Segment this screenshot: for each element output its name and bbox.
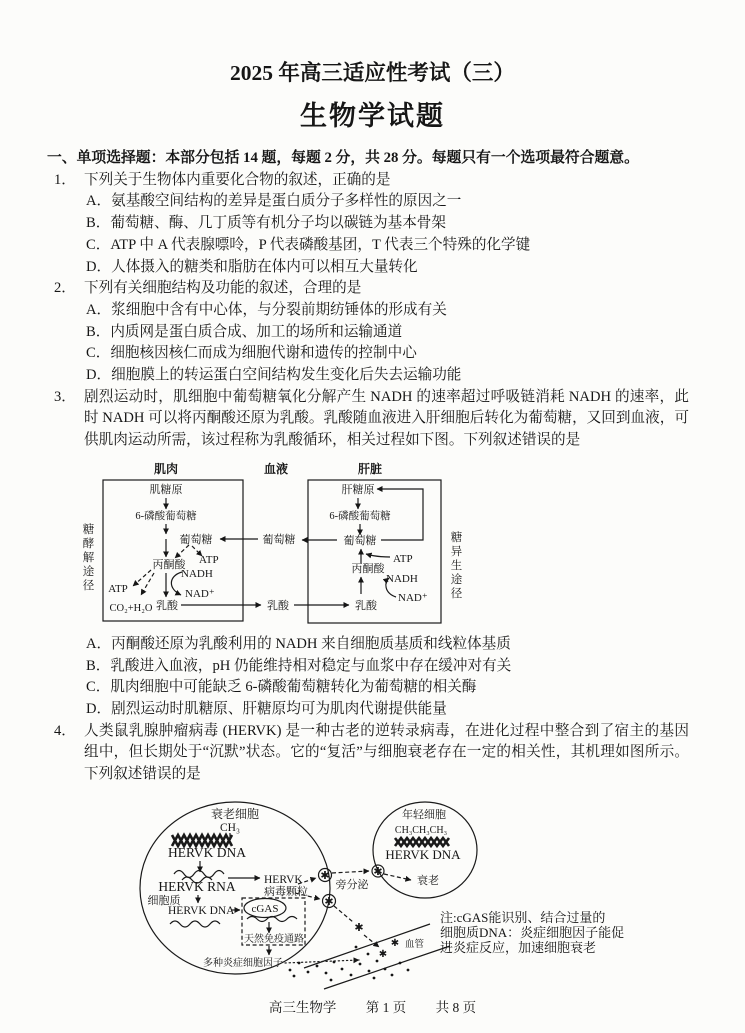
paper-title: 生物学试题	[300, 101, 445, 131]
virus-particle-icon: ✱	[324, 895, 334, 908]
section-heading: 一、单项选择题：本部分包括 14 题，每题 2 分，共 28 分。每题只有一个选项最符合题意。	[47, 150, 639, 166]
option-b: B．乳酸进入血液，pH 仍能维持相对稳定与血浆中存在缓冲对有关	[86, 657, 512, 674]
virus-particle-icon: ✱	[320, 869, 330, 882]
question-stem-text: 人类鼠乳腺肿瘤病毒 (HERVK) 是一种古老的逆转录病毒，在进化过程中整合到了宿主的基因组中，但长期处于“沉默”状态。它的“复活”与细胞衰老存在一定的相关性，其机理如图所示。下列叙述错误的是	[84, 722, 689, 783]
question-number: 4．	[54, 722, 76, 739]
virus-particle-icon: ✱	[354, 921, 364, 934]
muscle-glucose-label: 葡萄糖	[179, 533, 213, 546]
virus-particle-icon: ✱	[390, 937, 400, 949]
question-stem-text: 剧烈运动时，肌细胞中葡萄糖氧化分解产生 NADH 的速率超过呼吸链消耗 NADH 的速率，此时 NADH 可以将丙酮酸还原为乳酸。乳酸随血液进入肝细胞后转化为葡萄糖，又回到血液，可供肌肉运动所需，该过程称为乳酸循环，相关过程如下图。下列叙述错误的是	[84, 388, 689, 449]
blood-label: 血液	[263, 461, 289, 476]
option-b: B．葡萄糖、酶、几丁质等有机分子均以碳链为基本骨架	[86, 215, 446, 232]
virus-particle-label-line2: 病毒颗粒	[264, 885, 308, 898]
footer-page-total: 共 8 页	[435, 1000, 477, 1015]
liver-glucose-label: 葡萄糖	[343, 534, 377, 547]
young-cell-dna-helix	[395, 838, 449, 846]
footer-doc-title: 高三生物学	[268, 1000, 337, 1015]
liver-label: 肝脏	[357, 461, 383, 476]
option-a: A．浆细胞中含有中心体，与分裂前期纺锤体的形成有关	[86, 301, 447, 318]
hervk-senescence-diagram	[128, 800, 744, 990]
muscle-nadh-label: NADH	[181, 567, 213, 580]
paracrine-label: 旁分泌	[335, 878, 369, 891]
young-hervk-dna-label: HERVK DNA	[385, 846, 461, 862]
lactate-cycle-diagram	[78, 456, 498, 628]
option-d: D．细胞膜上的转运蛋白空间结构发生变化后失去运输功能	[86, 367, 462, 384]
question-1	[0, 170, 745, 279]
muscle-atp-left-label: ATP	[108, 582, 128, 595]
question-4	[0, 721, 745, 990]
senescence-label: 衰老	[417, 874, 439, 887]
glycolysis-pathway-label: 糖酵解途径	[82, 523, 95, 592]
liver-lactate-label: 乳酸	[355, 599, 377, 612]
blood-vessel-lines	[304, 921, 450, 989]
young-cell-label: 年轻细胞	[402, 808, 446, 821]
question-number: 3．	[54, 388, 76, 405]
cgas-label: cGAS	[251, 902, 279, 915]
cytoplasmic-hervk-dna-label: HERVK DNA	[168, 904, 235, 917]
methyl-group-label: CH₃	[220, 821, 240, 834]
note-line-3: 进炎症反应，加速细胞衰老	[440, 939, 597, 955]
liver-atp-label: ATP	[393, 552, 413, 565]
option-c: C．细胞核因核仁而成为细胞代谢和遗传的控制中心	[86, 345, 417, 362]
option-c: C．ATP 中 A 代表腺嘌呤，P 代表磷酸基团，T 代表三个特殊的化学键	[86, 236, 531, 253]
virus-particle-icon: ✱	[373, 865, 383, 878]
muscle-glycogen-label: 肌糖原	[149, 483, 183, 496]
innate-immune-pathway-label: 天然免疫通路	[244, 933, 304, 945]
footer-page-number: 第 1 页	[365, 1000, 407, 1015]
muscle-co2-h2o-label: CO₂+H₂O	[109, 602, 153, 614]
exam-title: 2025 年高三适应性考试（三）	[230, 61, 515, 85]
option-a: A．丙酮酸还原为乳酸利用的 NADH 来自细胞质基质和线粒体基质	[86, 635, 511, 652]
note-line-1: 注:cGAS能识别、结合过量的	[440, 909, 606, 925]
question-2	[0, 278, 745, 387]
virus-particle-label-line1: HERVK	[264, 873, 303, 886]
option-a: A．氨基酸空间结构的差异是蛋白质分子多样性的原因之一	[86, 193, 462, 210]
blood-lactate-label: 乳酸	[267, 599, 289, 612]
cytoplasm-label: 细胞质	[147, 894, 181, 907]
option-c: C．肌肉细胞中可能缺乏 6-磷酸葡萄糖转化为葡萄糖的相关酶	[86, 679, 477, 696]
question-number: 2．	[54, 280, 76, 297]
liver-pyruvate-label: 丙酮酸	[351, 562, 385, 575]
question-stem	[0, 278, 745, 300]
muscle-label: 肌肉	[153, 461, 179, 476]
muscle-pyruvate-label: 丙酮酸	[152, 558, 186, 571]
question-stem	[0, 387, 745, 452]
muscle-g6p-label: 6-磷酸葡萄糖	[135, 510, 197, 522]
note-line-2: 细胞质DNA：炎症细胞因子能促	[440, 924, 625, 940]
hervk-senescence-svg	[128, 800, 744, 990]
lactate-cycle-svg	[78, 456, 498, 628]
methyl-x3-label: CH₃CH₃CH₃	[394, 824, 448, 836]
muscle-lactate-label: 乳酸	[156, 599, 178, 612]
question-stem	[0, 721, 745, 786]
blood-glucose-label: 葡萄糖	[262, 533, 296, 546]
option-d: D．剧烈运动时肌糖原、肝糖原均可为肌肉代谢提供能量	[86, 700, 447, 717]
question-stem-text: 下列有关细胞结构及功能的叙述，合理的是	[84, 280, 362, 297]
question-number: 1．	[54, 171, 76, 188]
question-stem-text: 下列关于生物体内重要化合物的叙述，正确的是	[84, 171, 391, 188]
question-stem	[0, 170, 745, 192]
page-footer	[0, 997, 745, 1019]
option-b: B．内质网是蛋白质合成、加工的场所和运输通道	[86, 323, 403, 340]
inflammatory-cytokines-label: 多种炎症细胞因子	[203, 957, 283, 969]
senescent-cell-label: 衰老细胞	[210, 806, 260, 821]
liver-g6p-label: 6-磷酸葡萄糖	[329, 510, 391, 522]
virus-particle-icon: ✱	[378, 948, 388, 960]
blood-vessel-label: 血管	[405, 939, 425, 950]
hervk-dna-label: HERVK DNA	[167, 844, 247, 860]
muscle-nad-label: NAD⁺	[185, 587, 215, 600]
liver-nadh-label: NADH	[386, 572, 418, 585]
muscle-atp-glycolysis-label: ATP	[199, 553, 219, 566]
liver-nad-label: NAD⁺	[398, 591, 428, 604]
option-d: D．人体摄入的糖类和脂肪在体内可以相互大量转化	[86, 258, 418, 275]
question-3	[0, 387, 745, 721]
hervk-rna-label: HERVK RNA	[158, 878, 236, 894]
liver-glycogen-label: 肝糖原	[341, 483, 375, 496]
cytokine-dots	[289, 945, 410, 981]
gluconeogenesis-pathway-label: 糖异生途径	[450, 531, 463, 600]
